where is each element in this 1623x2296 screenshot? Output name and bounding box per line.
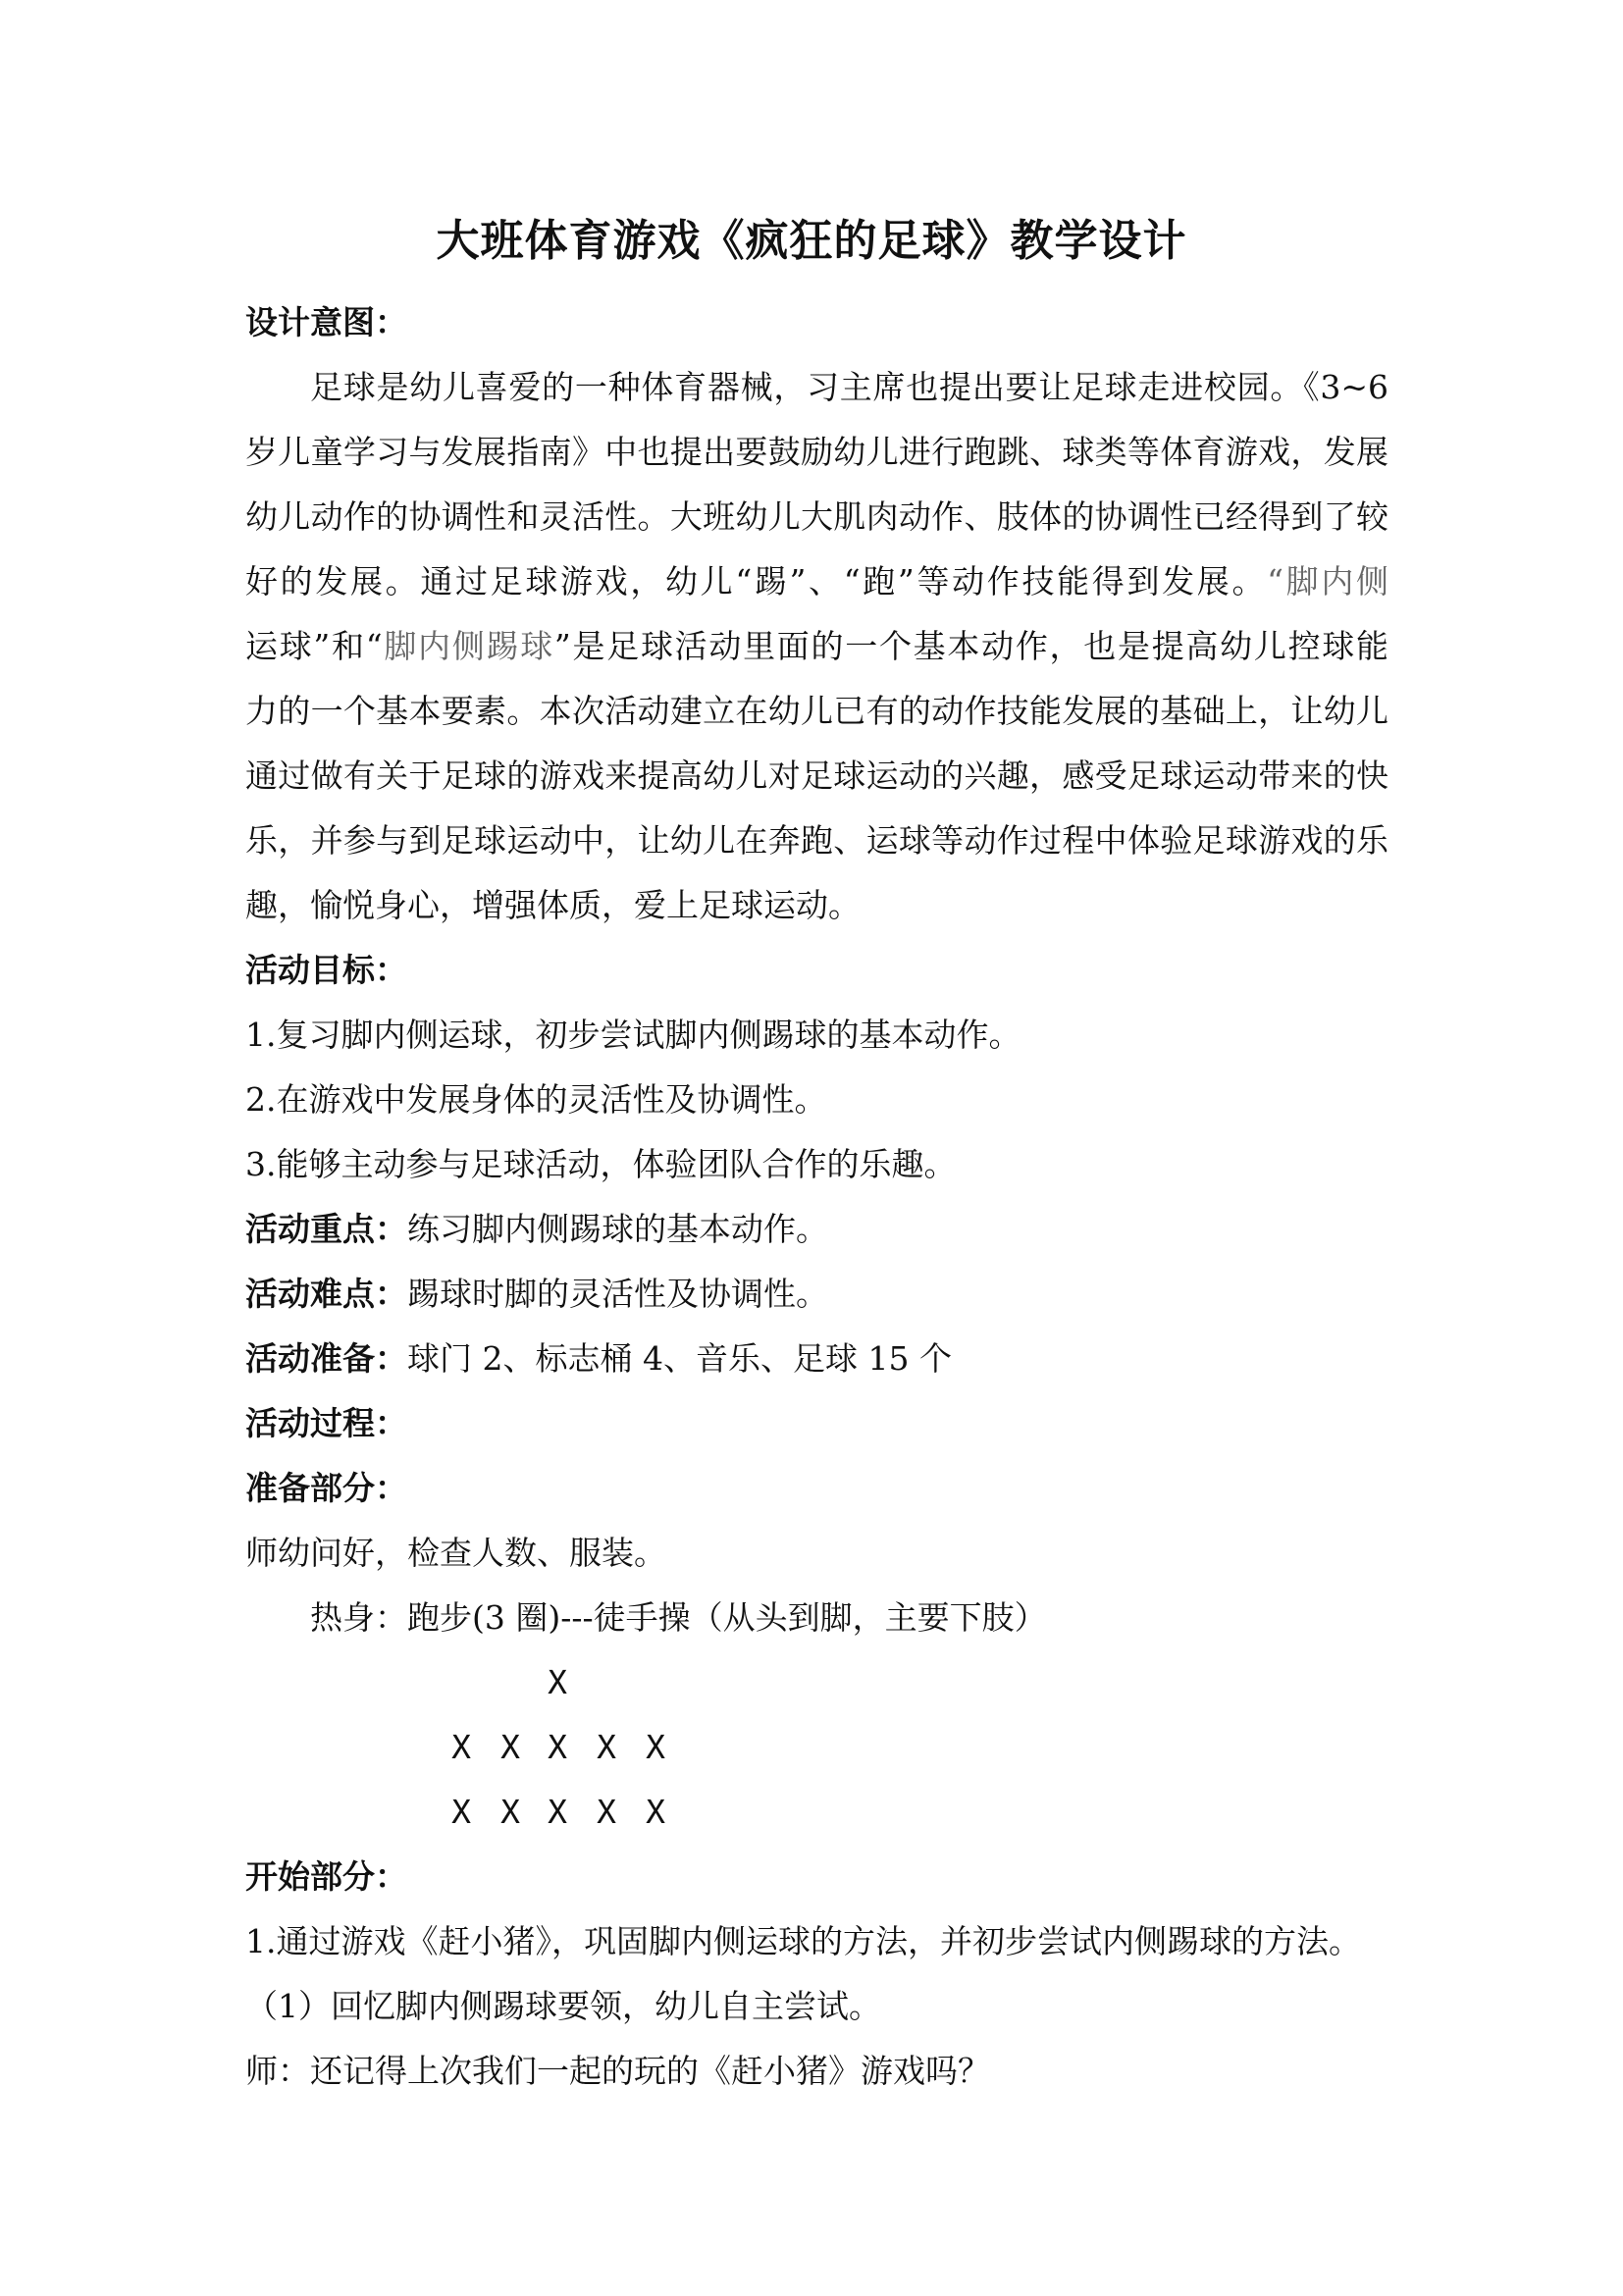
paragraph-line: 趣，愉悦身心，增强体质，爱上足球运动。: [245, 886, 861, 924]
formation-mark: X: [597, 1793, 616, 1831]
paragraph-line: 通过做有关于足球的游戏来提高幼儿对足球运动的兴趣，感受足球运动带来的快: [245, 757, 1388, 795]
formation-row: [245, 1650, 1388, 1715]
goals-heading: 活动目标：: [245, 951, 407, 989]
start-line: 师：还记得上次我们一起的玩的《赶小猪》游戏吗？: [245, 2052, 990, 2090]
formation-mark: X: [451, 1728, 471, 1766]
formation-mark: X: [597, 1728, 616, 1766]
paragraph-line: [245, 549, 1388, 614]
focus-line: [245, 1197, 1388, 1262]
paragraph-text: 运球”和“: [245, 627, 383, 665]
formation-mark: X: [646, 1793, 665, 1831]
preparation-line: [245, 1327, 1388, 1391]
document-title: 大班体育游戏《疯狂的足球》教学设计: [436, 216, 1187, 266]
focus-label: 活动重点：: [245, 1210, 407, 1248]
paragraph-line: 岁儿童学习与发展指南》中也提出要鼓励幼儿进行跑跳、球类等体育游戏，发展: [245, 433, 1388, 471]
paragraph-line: 力的一个基本要素。本次活动建立在幼儿已有的动作技能发展的基础上，让幼儿: [245, 692, 1388, 730]
focus-text: 练习脚内侧踢球的基本动作。: [407, 1210, 828, 1248]
warmup-line: 热身：跑步(3 圈)---徒手操（从头到脚，主要下肢）: [310, 1598, 1047, 1637]
formation-mark: X: [500, 1728, 520, 1766]
design-intent-heading: 设计意图：: [245, 303, 407, 341]
start-part-heading: 开始部分：: [245, 1857, 407, 1896]
goal-item: 1.复习脚内侧运球，初步尝试脚内侧踢球的基本动作。: [245, 1016, 1021, 1054]
paragraph-line: 乐，并参与到足球运动中，让幼儿在奔跑、运球等动作过程中体验足球游戏的乐: [245, 821, 1388, 860]
highlighted-term: 脚内侧踢球: [382, 627, 554, 665]
goal-item: 2.在游戏中发展身体的灵活性及协调性。: [245, 1080, 827, 1119]
formation-mark: X: [548, 1793, 567, 1831]
paragraph-line: [245, 614, 1388, 679]
difficulty-text: 踢球时脚的灵活性及协调性。: [407, 1275, 828, 1313]
paragraph-line: 幼儿动作的协调性和灵活性。大班幼儿大肌肉动作、肢体的协调性已经得到了较: [245, 497, 1388, 536]
start-line: （1）回忆脚内侧踢球要领，幼儿自主尝试。: [245, 1987, 881, 2025]
paragraph-text: 好的发展。通过足球游戏，幼儿“踢”、“跑”等动作技能得到发展。: [245, 562, 1268, 600]
paragraph-line: 足球是幼儿喜爱的一种体育器械，习主席也提出要让足球走进校园。《3~6: [310, 368, 1388, 406]
difficulty-label: 活动难点：: [245, 1275, 407, 1313]
process-heading: 活动过程：: [245, 1404, 407, 1442]
formation-mark: X: [646, 1728, 665, 1766]
document-body: [245, 290, 1388, 2104]
prep-part-heading: 准备部分：: [245, 1469, 407, 1507]
highlighted-term: “脚内侧: [1267, 562, 1389, 600]
formation-mark: X: [548, 1728, 567, 1766]
goal-item: 3.能够主动参与足球活动，体验团队合作的乐趣。: [245, 1145, 957, 1183]
formation-mark: X: [451, 1793, 471, 1831]
formation-mark: X: [548, 1663, 567, 1701]
formation-row: [245, 1715, 1388, 1780]
preparation-text: 球门 2、标志桶 4、音乐、足球 15 个: [407, 1339, 952, 1378]
preparation-label: 活动准备：: [245, 1339, 407, 1378]
prep-line: 师幼问好，检查人数、服装。: [245, 1534, 666, 1572]
difficulty-line: [245, 1262, 1388, 1327]
start-line: 1.通过游戏《赶小猪》，巩固脚内侧运球的方法，并初步尝试内侧踢球的方法。: [245, 1922, 1361, 1960]
formation-row: [245, 1780, 1388, 1845]
paragraph-text: ”是足球活动里面的一个基本动作，也是提高幼儿控球能: [553, 627, 1388, 665]
formation-mark: X: [500, 1793, 520, 1831]
